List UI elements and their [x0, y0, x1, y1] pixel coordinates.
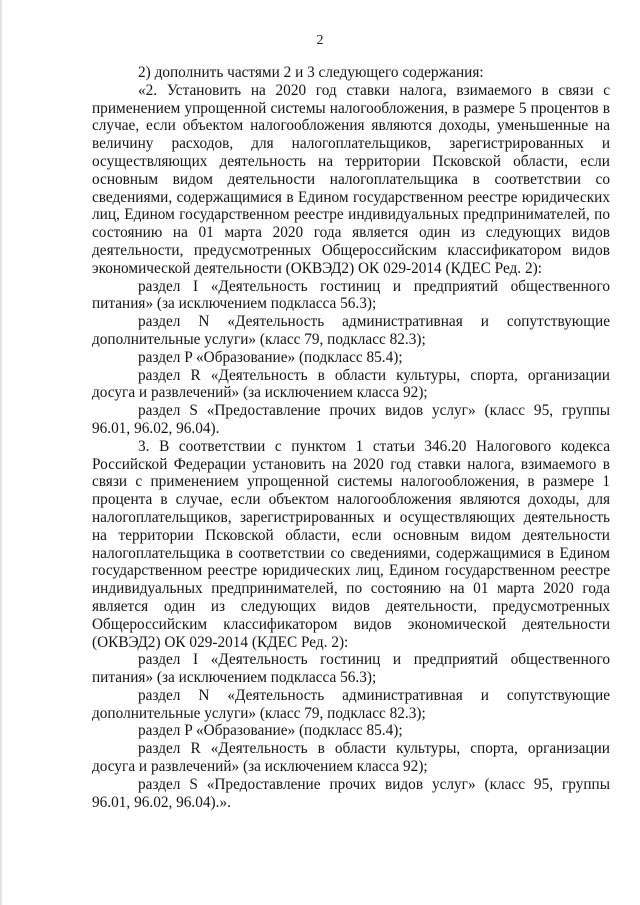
scan-edge — [0, 0, 3, 905]
paragraph-part-3: 3. В соответствии с пунктом 1 статьи 346.20 Налогового кодекса Российской Федерации установить на 2020 год ставки налога, взимаемого в связи с применением упрощенной системы налогообложения, в размере 1 процента в случае, если объектом налогообложения являются доходы, для налогоплательщиков, зарегистрированных и осуществляющих деятельность на территории Псковской области, если основным видом деятельности налогоплательщика в соответствии со сведениями, содержащимися в Едином государственном реестре юридических лиц, Едином государственном реестре индивидуальных предпринимателей, по состоянию на 01 марта 2020 года является один из следующих видов деятельности, предусмотренных Общероссийским классификатором видов экономической деятельности (ОКВЭД2) ОК 029-2014 (КДЕС Ред. 2): — [92, 437, 610, 651]
list-item-section-p: раздел P «Образование» (подкласс 85.4); — [138, 348, 403, 366]
paragraph-intro: 2) дополнить частями 2 и 3 следующего содержания: — [138, 64, 484, 81]
list-item-section-r: раздел R «Деятельность в области культуры, спорта, организации досуга и развлечений» (за исключением класса 92); — [92, 366, 610, 402]
list-item-section-i: раздел I «Деятельность гостиниц и предприятий общественного питания» (за исключением подкласса 56.3); — [92, 277, 610, 313]
list-item-section-p: раздел P «Образование» (подкласс 85.4); — [138, 722, 403, 740]
page-number: 2 — [316, 33, 324, 48]
list-item-section-r: раздел R «Деятельность в области культуры, спорта, организации досуга и развлечений» (за исключением класса 92); — [92, 740, 610, 776]
paragraph-part-2: «2. Установить на 2020 год ставки налога, взимаемого в связи с применением упрощенной системы налогообложения, в размере 5 процентов в случае, если объектом налогообложения являются доходы, уменьшенные на величину расходов, для налогоплательщиков, зарегистрированных и осуществляющих деятельность на территории Псковской области, если основным видом деятельности налогоплательщика в соответствии со сведениями, содержащимися в Едином государственном реестре юридических лиц, Едином государственном реестре индивидуальных предпринимателей, по состоянию на 01 марта 2020 года является один из следующих видов деятельности, предусмотренных Общероссийским классификатором видов экономической деятельности (ОКВЭД2) ОК 029-2014 (КДЕС Ред. 2): — [92, 81, 610, 277]
list-item-section-n: раздел N «Деятельность административная и сопутствующие дополнительные услуги» (класс 79, подкласс 82.3); — [92, 313, 610, 348]
list-item-section-s: раздел S «Предоставление прочих видов услуг» (класс 95, группы 96.01, 96.02, 96.04). — [92, 402, 610, 437]
list-item-section-s: раздел S «Предоставление прочих видов услуг» (класс 95, группы 96.01, 96.02, 96.04).». — [92, 775, 610, 811]
document-body — [92, 64, 610, 811]
list-item-section-i: раздел I «Деятельность гостиниц и предприятий общественного питания» (за исключением подкласса 56.3); — [92, 651, 610, 687]
list-item-section-n: раздел N «Деятельность административная и сопутствующие дополнительные услуги» (класс 79, подкласс 82.3); — [92, 686, 610, 722]
